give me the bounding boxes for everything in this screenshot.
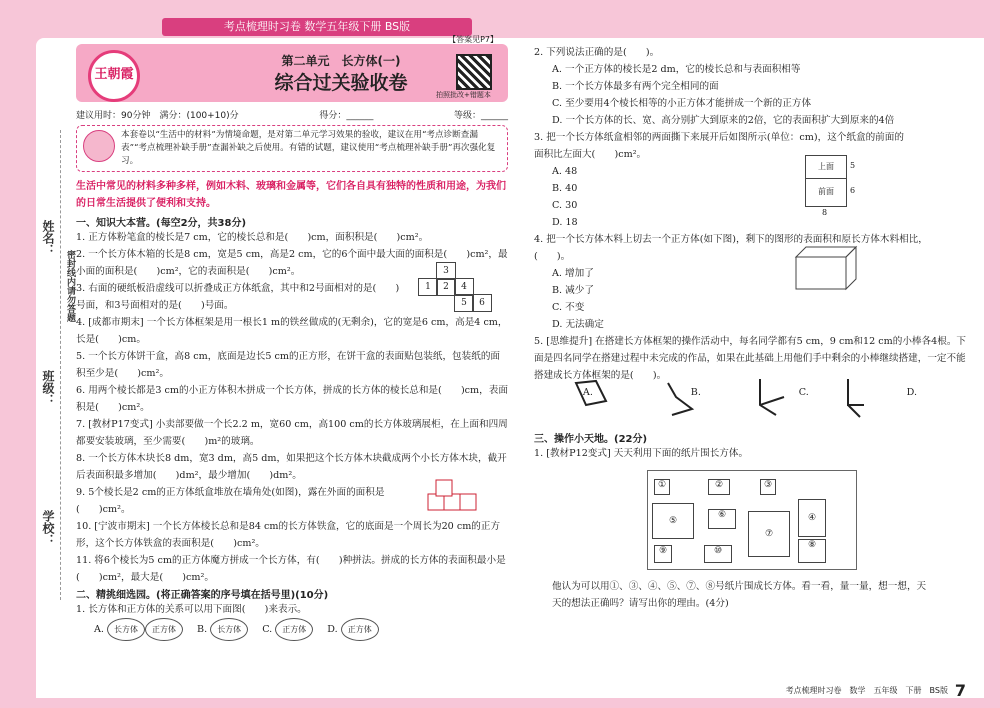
question-2-4: 4. 把一个长方体木料上切去一个正方体(如下图)，剩下的图形的表面积和原长方体木料相比，( )。 bbox=[534, 234, 928, 262]
net-face-3: 3 bbox=[436, 262, 456, 280]
venn-options bbox=[94, 618, 508, 641]
section-1-heading: 一、知识大本营。(每空2分，共38分) bbox=[76, 218, 247, 229]
top-face-label: 上面 bbox=[806, 156, 846, 179]
section-2-heading: 二、精挑细选园。(将正确答案的序号填在括号里)(10分) bbox=[76, 590, 329, 601]
left-column bbox=[76, 35, 508, 641]
question-1-11: 11. 将6个棱长为5 cm的正方体魔方拼成一个长方体，有( )种拼法。拼成的长方体的表面积最小是( )cm²，最大是( )cm²。 bbox=[76, 555, 506, 583]
name-label: 姓名： bbox=[41, 220, 55, 256]
q3-option-b: B. 40 bbox=[552, 183, 578, 194]
net-face-1: 1 bbox=[418, 278, 438, 296]
question-1-1: 1. 正方体粉笔盒的棱长是7 cm，它的棱长总和是( )cm，面积积是( )cm²。 bbox=[76, 232, 429, 243]
question-1-3: 3. 右面的硬纸板沿虚线可以折叠成正方体纸盒，其中和2号面相对的是( )号面，和3号面相对的是( )号面。 bbox=[76, 283, 400, 311]
teacher-avatar-icon bbox=[83, 130, 115, 162]
q2-option-b: B. 一个长方体最多有两个完全相同的面 bbox=[552, 81, 719, 92]
q3-option-d: D. 18 bbox=[552, 217, 578, 228]
question-2-5: 5. [思维提升] 在搭建长方体框架的操作活动中，每名同学都有5 cm，9 cm和12 cm的小棒各4根。下面是四名同学在搭建过程中未完成的作品，如果在此基础上用他们手中剩余的小棒继续搭建，一定不能搭建成长方体框架的是( )。 bbox=[534, 336, 967, 381]
seal-warning: 密封线内请勿答题 bbox=[65, 250, 75, 322]
piece-8[interactable]: ⑧ bbox=[798, 539, 826, 563]
title-box bbox=[76, 35, 508, 102]
question-1-10: 10. [宁波市期末] 一个长方体棱长总和是84 cm的长方体铁盒，它的底面是一个周长为20 cm的正方形，这个长方体铁盒的表面积是( )cm²。 bbox=[76, 521, 501, 549]
option-a-label: A. 长方体 正方体 bbox=[94, 618, 183, 641]
unfolded-box-figure bbox=[805, 155, 856, 217]
ellipse-cuboid: 长方体 bbox=[107, 618, 145, 641]
piece-9[interactable]: ⑨ bbox=[654, 545, 672, 563]
school-label: 学校： bbox=[41, 510, 55, 546]
question-3-1: 1. [教材P12变式] 天天利用下面的纸片围长方体。 bbox=[534, 448, 749, 459]
ellipse-cube: 正方体 bbox=[275, 618, 313, 641]
intro-box bbox=[76, 125, 508, 172]
piece-3[interactable]: ③ bbox=[760, 479, 776, 495]
page-number: 7 bbox=[954, 681, 966, 700]
piece-7[interactable]: ⑦ bbox=[748, 511, 790, 557]
option-b-label: B. 长方体 bbox=[197, 618, 248, 641]
question-1-4: 4. [成都市期末] 一个长方体框架是用一根长1 m的铁丝做成的(无剩余)，它的宽是6 cm，高是4 cm，长是( )cm。 bbox=[76, 317, 508, 345]
piece-2[interactable]: ② bbox=[708, 479, 730, 495]
class-label: 班级： bbox=[41, 370, 55, 406]
intro-text: 本套卷以“生活中的材料”为情境命题，是对第二单元学习效果的验收，建议在用“考点诊断查漏表”“考点梳理补缺手册”查漏补缺之后使用。有错的试题，建议使用“考点梳理补缺手册”再次强化复习。 bbox=[121, 130, 496, 166]
net-face-4: 4 bbox=[454, 278, 474, 296]
ellipse-cube: 正方体 bbox=[341, 618, 379, 641]
net-face-6: 6 bbox=[472, 294, 492, 312]
question-3-1-prompt: 他认为可以用①、③、④、⑤、⑦、⑧号纸片围成长方体。看一看，量一量，想一想，天天的想法正确吗？请写出你的理由。(4分) bbox=[552, 581, 927, 609]
front-face-label: 前面 bbox=[818, 187, 834, 196]
piece-10[interactable]: ⑩ bbox=[704, 545, 732, 563]
section-3-heading: 三、操作小天地。(22分) bbox=[534, 434, 648, 445]
q5-option-c: C. bbox=[798, 387, 809, 398]
answer-reference: 【答案见P7】 bbox=[448, 35, 498, 44]
exam-meta bbox=[76, 108, 508, 121]
context-paragraph: 生活中常见的材料多种多样，例如木料、玻璃和金属等，它们各自具有独特的性质和用途，为我们的日常生活提供了便利和支持。 bbox=[76, 181, 506, 209]
page-title: 综合过关验收卷 bbox=[274, 72, 408, 94]
ellipse-cube: 正方体 bbox=[145, 618, 183, 641]
option-d-label: D. 正方体 bbox=[327, 618, 378, 641]
dim-8: 8 bbox=[822, 208, 828, 217]
q3-option-c: C. 30 bbox=[552, 200, 578, 211]
question-1-8: 8. 一个长方体木块长8 dm，宽3 dm，高5 dm，如果把这个长方体木块截成两个小长方体木块，截开后表面积最多增加( )dm²，最少增加( )dm²。 bbox=[76, 453, 507, 481]
cut-block-figure bbox=[792, 243, 862, 293]
question-1-2: 2. 一个长方体木箱的长是8 cm，宽是5 cm，高是2 cm，它的6个面中最大面的面积是( )cm²，最小面的面积是( )cm²，它的表面积是( )cm²。 bbox=[76, 249, 508, 277]
top-banner: 考点梳理时习卷 数学五年级下册 BS版 bbox=[162, 18, 472, 36]
brand-logo: 王朝霞 bbox=[88, 50, 140, 102]
piece-4[interactable]: ④ bbox=[798, 499, 826, 537]
level-blank: 等级：______ bbox=[453, 111, 508, 121]
unit-title: 第二单元 长方体(一) bbox=[281, 54, 401, 68]
piece-1[interactable]: ① bbox=[654, 479, 670, 495]
question-1-6: 6. 用两个棱长都是3 cm的小正方体积木拼成一个长方体，拼成的长方体的棱长总和是( )cm，表面积是( )cm²。 bbox=[76, 385, 508, 413]
question-1-7: 7. [教材P17变式] 小卖部要做一个长2.2 m，宽60 cm，高100 cm的长方体玻璃展柜，在上面和四周都要安装玻璃，至少需要( )m²的玻璃。 bbox=[76, 419, 508, 447]
q2-option-d: D. 一个长方体的长、宽、高分别扩大到原来的2倍，它的表面积扩大到原来的4倍 bbox=[552, 115, 895, 126]
q2-option-a: A. 一个正方体的棱长是2 dm，它的棱长总和与表面积相等 bbox=[552, 64, 801, 75]
binding-strip bbox=[0, 90, 75, 650]
stacked-cubes-figure bbox=[426, 476, 486, 516]
dim-6: 6 bbox=[850, 186, 856, 195]
net-face-5: 5 bbox=[454, 294, 474, 312]
q4-option-b: B. 减少了 bbox=[552, 285, 594, 296]
piece-5[interactable]: ⑤ bbox=[652, 503, 694, 539]
q5-option-a: A. bbox=[582, 387, 593, 398]
time-and-score: 建议用时：90分钟 满分：(100+10)分 bbox=[76, 111, 239, 121]
piece-6[interactable]: ⑥ bbox=[708, 509, 736, 529]
option-c-label: C. 正方体 bbox=[262, 618, 313, 641]
question-2-2: 2. 下列说法正确的是( )。 bbox=[534, 47, 660, 58]
frame-sketches bbox=[560, 375, 900, 425]
question-1-9: 9. 5个棱长是2 cm的正方体纸盒堆放在墙角处(如图)，露在外面的面积是( )cm²。 bbox=[76, 487, 385, 515]
ellipse-cuboid: 长方体 bbox=[210, 618, 248, 641]
score-blank: 得分：______ bbox=[319, 111, 374, 121]
dim-5: 5 bbox=[850, 161, 856, 170]
q4-option-a: A. 增加了 bbox=[552, 268, 594, 279]
q4-option-c: C. 不变 bbox=[552, 302, 585, 313]
question-2-1: 1. 长方体和正方体的关系可以用下面图( )来表示。 bbox=[76, 604, 307, 615]
q2-option-c: C. 至少要用4个棱长相等的小正方体才能拼成一个新的正方体 bbox=[552, 98, 812, 109]
q5-option-d: D. bbox=[906, 387, 918, 398]
footer-text: 考点梳理时习卷 数学 五年级 下册 BS版 bbox=[785, 686, 948, 695]
paper-pieces-panel bbox=[647, 470, 857, 570]
seal-line bbox=[60, 130, 61, 600]
q4-option-d: D. 无法确定 bbox=[552, 319, 604, 330]
net-face-2: 2 bbox=[436, 278, 456, 296]
q3-option-a: A. 48 bbox=[552, 166, 578, 177]
question-1-5: 5. 一个长方体饼干盒，高8 cm，底面是边长5 cm的正方形，在饼干盒的表面贴包装纸，包装纸的面积至少是( )cm²。 bbox=[76, 351, 501, 379]
question-2-3: 3. 把一个长方体纸盒相邻的两面撕下来展开后如图所示(单位：cm)，这个纸盒的前面的面积比左面大( )cm²。 bbox=[534, 132, 904, 160]
q5-option-b: B. bbox=[690, 387, 701, 398]
qr-caption: 拍照批改+错题本 bbox=[436, 91, 491, 99]
qr-code-icon[interactable] bbox=[456, 54, 492, 90]
